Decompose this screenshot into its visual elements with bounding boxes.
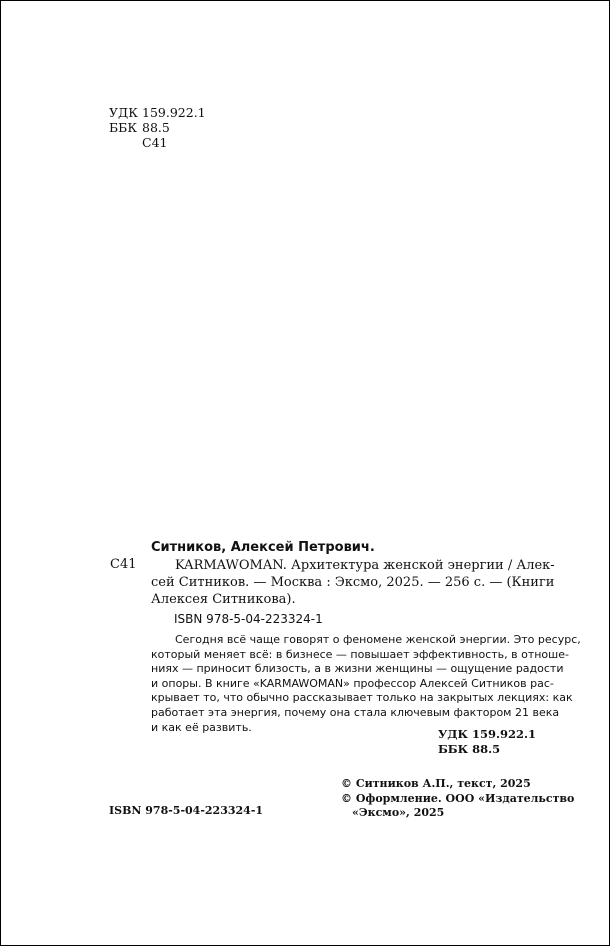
abstract-line: работает эта энергия, почему она стала ключевым фактором 21 века (151, 705, 560, 719)
classification-codes (438, 727, 536, 756)
abstract-line: который меняет всё: в бизнесе — повышает эффективность, в отноше- (151, 647, 569, 661)
isbn-bottom: ISBN 978-5-04-223324-1 (109, 804, 264, 817)
udk-code: УДК 159.922.1 (437, 727, 536, 741)
author-code: С41 (110, 557, 137, 572)
biblio-line: сей Ситников. — Москва : Эксмо, 2025. — 256 с. — (Книги (151, 575, 555, 590)
bbk-label: ББК (109, 120, 138, 135)
bibliographic-description (151, 557, 555, 608)
bbk-code: ББК 88.5 (437, 741, 501, 756)
abstract-line: и опоры. В книге «KARMAWOMAN» профессор Алексей Ситников рас- (151, 676, 554, 690)
biblio-line: Алексея Ситникова). (151, 592, 296, 607)
author-heading: Ситников, Алексей Петрович. (151, 540, 375, 555)
bbk-value: 88.5 (142, 120, 170, 135)
abstract-line: Сегодня всё чаще говорят о феномене женской энергии. Это ресурс, (175, 633, 581, 646)
isbn-main: ISBN 978-5-04-223324-1 (174, 612, 323, 626)
top-classification (109, 106, 229, 152)
copyright-line: «Эксмо», 2025 (352, 806, 445, 819)
abstract (151, 633, 581, 735)
copyright-line: © Оформление. ООО «Издательство (341, 791, 575, 805)
copyright-block (341, 777, 574, 821)
udk-label: УДК (109, 105, 138, 120)
abstract-line: и как её развить. (151, 720, 252, 734)
abstract-line: крывает то, что обычно рассказывает только на закрытых лекциях: как (151, 691, 573, 705)
biblio-line: KARMAWOMAN. Архитектура женской энергии / Алек- (175, 558, 555, 573)
author-code-top: С41 (142, 135, 168, 150)
copyright-line: © Ситников А.П., текст, 2025 (341, 777, 531, 790)
udk-value: 159.922.1 (142, 105, 206, 120)
abstract-line: ниях — приносит близость, а в жизни женщины — ощущение радости (151, 662, 564, 676)
